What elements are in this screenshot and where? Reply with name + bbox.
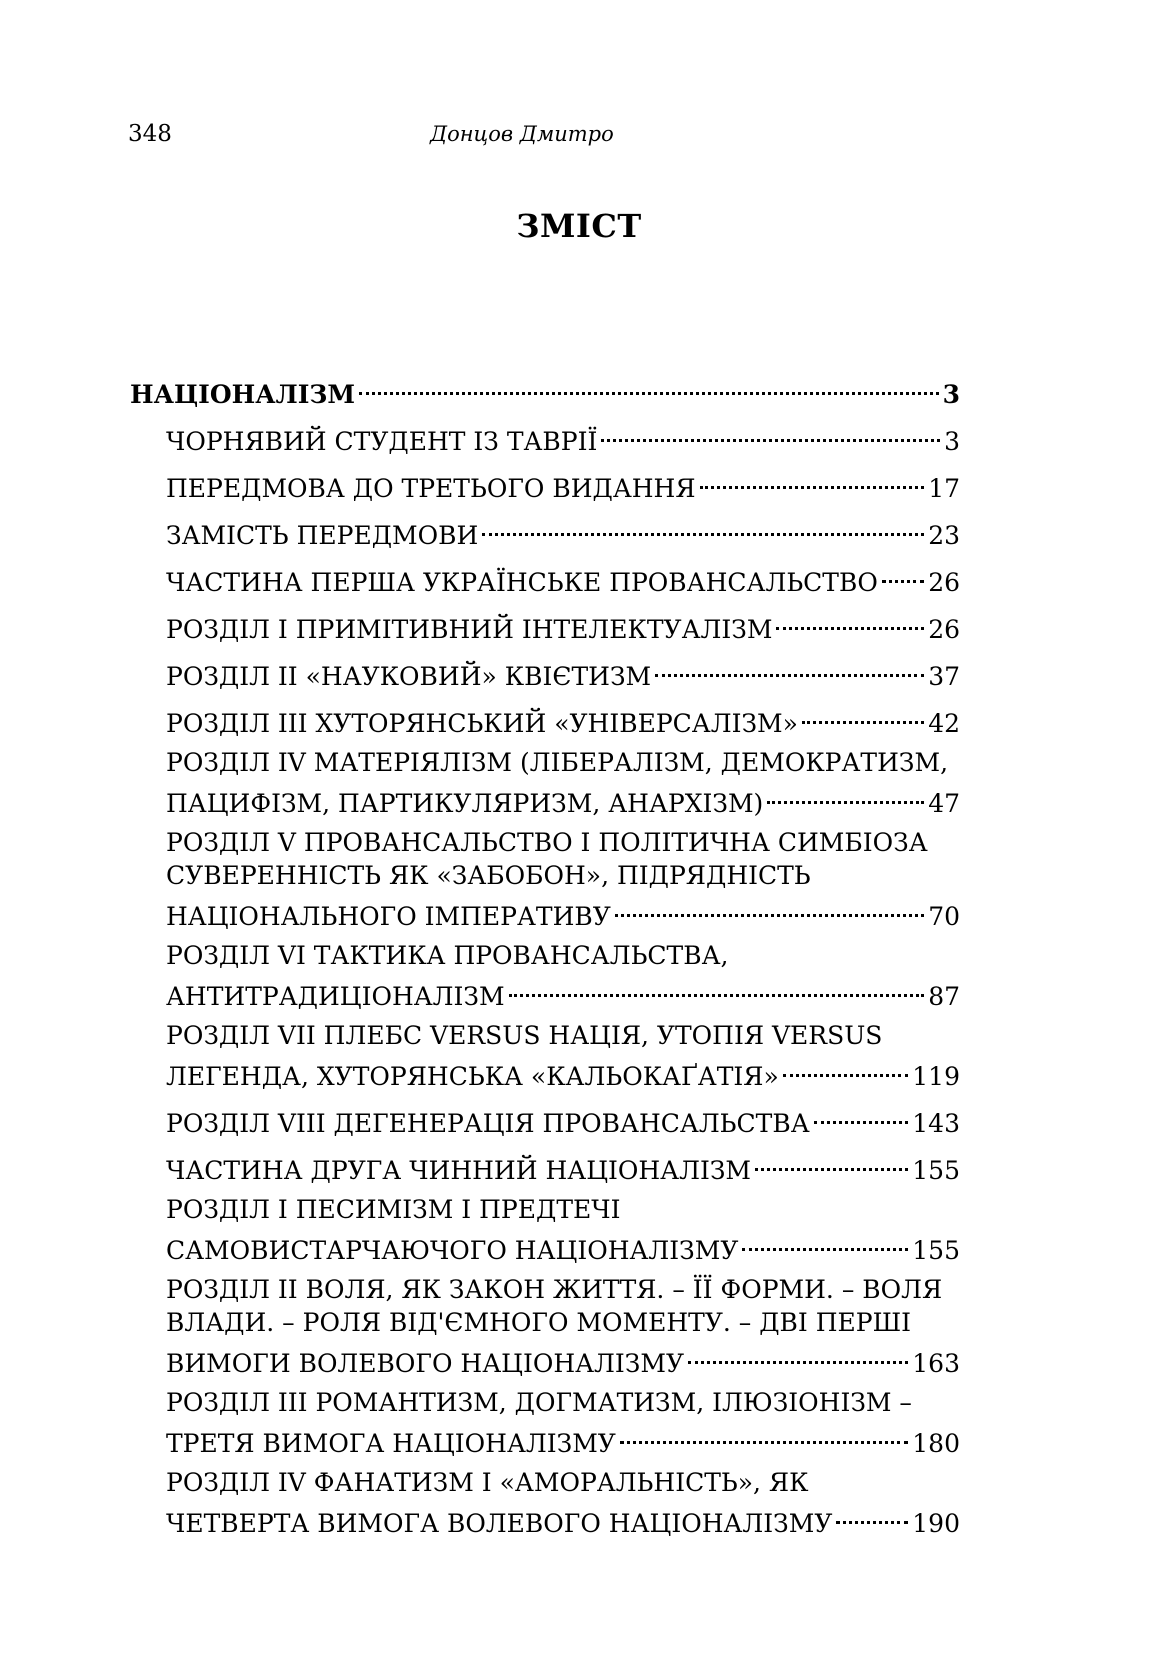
toc-entry-title: РОЗДІЛ III ХУТОРЯНСЬКИЙ «УНІВЕРСАЛІЗМ» [166, 709, 798, 738]
toc-entry-line [166, 746, 960, 779]
toc-page-number: 143 [912, 1109, 960, 1138]
toc-entry [166, 939, 960, 1011]
toc-entry-title: РОЗДІЛ III РОМАНТИЗМ, ДОГМАТИЗМ, ІЛЮЗІОНІЗМ – [166, 1388, 912, 1417]
toc-entry-line [166, 1099, 960, 1138]
table-of-contents [130, 370, 960, 1546]
toc-entry-line [166, 1226, 960, 1265]
toc-entry-title: РОЗДІЛ VII ПЛЕБС VERSUS НАЦІЯ, УТОПІЯ VERSUS [166, 1021, 883, 1050]
toc-entry-title: ТРЕТЯ ВИМОГА НАЦІОНАЛІЗМУ [166, 1429, 616, 1458]
dot-leader [700, 464, 925, 497]
toc-page-number: 87 [928, 982, 960, 1011]
toc-entry-line [166, 558, 960, 597]
toc-entry-line [166, 972, 960, 1011]
toc-entry-title: РОЗДІЛ І ПРИМІТИВНИЙ ІНТЕЛЕКТУАЛІЗМ [166, 615, 773, 644]
toc-entry [166, 1386, 960, 1458]
toc-entry-title: СУВЕРЕННІСТЬ ЯК «ЗАБОБОН», ПІДРЯДНІСТЬ [166, 861, 811, 890]
dot-leader [359, 370, 938, 403]
toc-page-number: 155 [912, 1156, 960, 1185]
toc-entry-line [166, 1419, 960, 1458]
toc-entry-line [166, 1019, 960, 1052]
toc-page-number: 42 [928, 709, 960, 738]
toc-entry [166, 1099, 960, 1138]
toc-entry [166, 652, 960, 691]
toc-page-number: 119 [912, 1062, 960, 1091]
toc-entry-title: ЧАСТИНА ПЕРША УКРАЇНСЬКЕ ПРОВАНСАЛЬСТВО [166, 568, 878, 597]
dot-leader [776, 605, 924, 638]
toc-entry-line [130, 370, 960, 409]
toc-entry-line [166, 1466, 960, 1499]
toc-page-number: 180 [912, 1429, 960, 1458]
dot-leader [814, 1099, 909, 1132]
toc-entry [166, 746, 960, 818]
dot-leader [688, 1339, 908, 1372]
toc-page-number: 163 [912, 1349, 960, 1378]
toc-entry-line [166, 699, 960, 738]
toc-page-number: 17 [928, 474, 960, 503]
toc-entry-line [166, 464, 960, 503]
toc-entry [130, 370, 960, 409]
toc-page-number: 37 [928, 662, 960, 691]
dot-leader [655, 652, 924, 685]
toc-entry-line [166, 859, 960, 892]
toc-entry [166, 699, 960, 738]
toc-entry-title: ЛЕГЕНДА, ХУТОРЯНСЬКА «КАЛЬОКАҐАТІЯ» [166, 1062, 779, 1091]
toc-page-number: 155 [912, 1236, 960, 1265]
toc-page-number: 47 [928, 789, 960, 818]
toc-entry-title: РОЗДІЛ VIII ДЕГЕНЕРАЦІЯ ПРОВАНСАЛЬСТВА [166, 1109, 810, 1138]
toc-entry-title: АНТИТРАДИЦІОНАЛІЗМ [166, 982, 505, 1011]
toc-entry [166, 464, 960, 503]
dot-leader [882, 558, 924, 591]
toc-entry-line [166, 779, 960, 818]
toc-entry-line [166, 1273, 960, 1306]
toc-entry-line [166, 1146, 960, 1185]
dot-leader [802, 699, 924, 732]
toc-page-number: 23 [928, 521, 960, 550]
toc-entry-title: РОЗДІЛ IV МАТЕРІЯЛІЗМ (ЛІБЕРАЛІЗМ, ДЕМОКРАТИЗМ, [166, 748, 949, 777]
page-number: 348 [128, 121, 172, 147]
toc-page-number: 3 [942, 380, 960, 409]
toc-entry-title: ПАЦИФІЗМ, ПАРТИКУЛЯРИЗМ, АНАРХІЗМ) [166, 789, 764, 818]
toc-page-number: 26 [928, 568, 960, 597]
toc-entry-line [166, 892, 960, 931]
toc-entry-line [166, 1339, 960, 1378]
toc-entry [166, 605, 960, 644]
toc-entry [166, 511, 960, 550]
toc-page-number: 3 [944, 427, 960, 456]
toc-entry-line [166, 511, 960, 550]
toc-entry-line [166, 1306, 960, 1339]
dot-leader [755, 1146, 908, 1179]
toc-entry-title: ВЛАДИ. – РОЛЯ ВІД'ЄМНОГО МОМЕНТУ. – ДВІ ПЕРШІ [166, 1308, 912, 1337]
toc-entry-line [166, 1193, 960, 1226]
running-head: Донцов Дмитро [430, 122, 614, 146]
toc-entry-title: ЧАСТИНА ДРУГА ЧИННИЙ НАЦІОНАЛІЗМ [166, 1156, 752, 1185]
dot-leader [742, 1226, 908, 1259]
toc-entry [166, 1193, 960, 1265]
toc-page-number: 70 [928, 902, 960, 931]
toc-entry-title: ЧЕТВЕРТА ВИМОГА ВОЛЕВОГО НАЦІОНАЛІЗМУ [166, 1509, 833, 1538]
toc-entry-line [166, 605, 960, 644]
toc-entry-title: РОЗДІЛ II ВОЛЯ, ЯК ЗАКОН ЖИТТЯ. – ЇЇ ФОРМИ. – ВОЛЯ [166, 1275, 943, 1304]
toc-entry-title: САМОВИСТАРЧАЮЧОГО НАЦІОНАЛІЗМУ [166, 1236, 739, 1265]
toc-entry-title: ЧОРНЯВИЙ СТУДЕНТ ІЗ ТАВРІЇ [166, 427, 598, 456]
toc-entry-line [166, 417, 960, 456]
toc-entry [166, 558, 960, 597]
toc-entry [166, 1273, 960, 1378]
toc-entry-line [166, 1386, 960, 1419]
toc-entry [166, 1466, 960, 1538]
dot-leader [601, 417, 940, 450]
toc-entry [166, 1146, 960, 1185]
toc-entry [166, 417, 960, 456]
toc-entry [166, 826, 960, 931]
page-title: ЗМІСТ [516, 207, 642, 245]
toc-entry-title: ВИМОГИ ВОЛЕВОГО НАЦІОНАЛІЗМУ [166, 1349, 685, 1378]
dot-leader [482, 511, 924, 544]
toc-entry-title: НАЦІОНАЛІЗМ [130, 380, 356, 409]
toc-entry-line [166, 826, 960, 859]
toc-entry-title: НАЦІОНАЛЬНОГО ІМПЕРАТИВУ [166, 902, 611, 931]
toc-entry-line [166, 1052, 960, 1091]
toc-page-number: 190 [912, 1509, 960, 1538]
toc-page-number: 26 [928, 615, 960, 644]
toc-entry [166, 1019, 960, 1091]
dot-leader [836, 1499, 908, 1532]
toc-entry-title: ЗАМІСТЬ ПЕРЕДМОВИ [166, 521, 479, 550]
dot-leader [509, 972, 925, 1005]
toc-entry-title: РОЗДІЛ VI ТАКТИКА ПРОВАНСАЛЬСТВА, [166, 941, 729, 970]
toc-entry-title: РОЗДІЛ І ПЕСИМІЗМ І ПРЕДТЕЧІ [166, 1195, 621, 1224]
toc-entry-title: РОЗДІЛ II «НАУКОВИЙ» КВІЄТИЗМ [166, 662, 652, 691]
toc-entry-title: РОЗДІЛ IV ФАНАТИЗМ І «АМОРАЛЬНІСТЬ», ЯК [166, 1468, 809, 1497]
toc-entry-title: РОЗДІЛ V ПРОВАНСАЛЬСТВО І ПОЛІТИЧНА СИМБІОЗА [166, 828, 928, 857]
toc-entry-title: ПЕРЕДМОВА ДО ТРЕТЬОГО ВИДАННЯ [166, 474, 696, 503]
dot-leader [767, 779, 924, 812]
dot-leader [620, 1419, 908, 1452]
toc-entry-line [166, 1499, 960, 1538]
toc-entry-line [166, 939, 960, 972]
dot-leader [783, 1052, 909, 1085]
toc-entry-line [166, 652, 960, 691]
dot-leader [615, 892, 924, 925]
